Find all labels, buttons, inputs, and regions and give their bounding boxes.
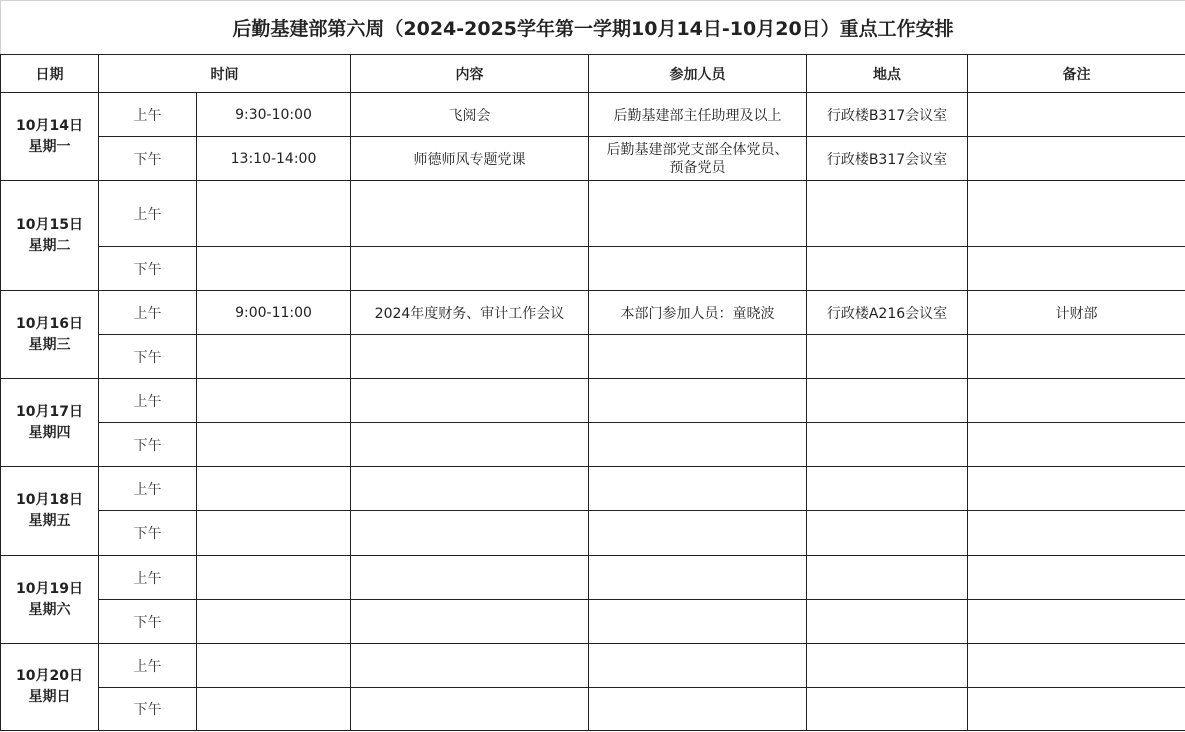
header-location: 地点 [807, 55, 968, 93]
location-cell [807, 379, 968, 423]
participants-line: 预备党员 [669, 159, 726, 176]
notes-cell [968, 556, 1185, 600]
day-date: 10月14日 [16, 117, 83, 134]
participants-line: 后勤基建部党支部全体党员、 [606, 141, 789, 158]
period-pm: 下午 [99, 423, 197, 467]
participants-cell [589, 600, 807, 644]
table-row [1, 137, 1185, 181]
time-cell: 9:30-10:00 [197, 93, 351, 137]
time-cell [197, 556, 351, 600]
period-am: 上午 [99, 93, 197, 137]
location-cell: 行政楼B317会议室 [807, 137, 968, 181]
location-cell [807, 600, 968, 644]
location-cell: 行政楼B317会议室 [807, 93, 968, 137]
time-cell [197, 688, 351, 731]
day-weekday: 星期三 [28, 336, 71, 353]
day-weekday: 星期五 [28, 513, 71, 529]
header-date: 日期 [1, 55, 99, 93]
notes-cell [968, 467, 1185, 511]
time-cell [197, 644, 351, 688]
time-cell [197, 467, 351, 511]
location-cell [807, 247, 968, 291]
day-date: 10月15日 [16, 216, 83, 233]
participants-cell [589, 511, 807, 556]
location-cell [807, 688, 968, 731]
time-cell [197, 379, 351, 423]
location-cell [807, 467, 968, 511]
day-cell [1, 556, 99, 644]
day-weekday: 星期二 [28, 237, 71, 254]
notes-cell [968, 93, 1185, 137]
period-pm: 下午 [99, 137, 197, 181]
time-cell [197, 181, 351, 247]
participants-cell [589, 247, 807, 291]
page-title: 后勤基建部第六周（2024-2025学年第一学期10月14日-10月20日）重点工作安排 [1, 1, 1185, 55]
notes-cell [968, 335, 1185, 379]
location-cell: 行政楼A216会议室 [807, 291, 968, 335]
notes-cell: 计财部 [968, 291, 1185, 335]
notes-cell [968, 688, 1185, 731]
time-cell: 9:00-11:00 [197, 291, 351, 335]
participants-cell [589, 688, 807, 731]
participants-cell [589, 379, 807, 423]
participants-cell [589, 467, 807, 511]
location-cell [807, 335, 968, 379]
content-cell [351, 247, 589, 291]
table-row [1, 247, 1185, 291]
day-date: 10月18日 [16, 492, 83, 508]
notes-cell [968, 379, 1185, 423]
day-cell [1, 467, 99, 556]
content-cell: 2024年度财务、审计工作会议 [351, 291, 589, 335]
table-row [1, 556, 1185, 600]
time-cell [197, 423, 351, 467]
table-row [1, 181, 1185, 247]
location-cell [807, 556, 968, 600]
notes-cell [968, 600, 1185, 644]
header-row [1, 55, 1185, 93]
participants-cell [589, 137, 807, 181]
table-row [1, 644, 1185, 688]
period-pm: 下午 [99, 247, 197, 291]
location-cell [807, 423, 968, 467]
table-row [1, 467, 1185, 511]
time-cell [197, 511, 351, 556]
table-row [1, 335, 1185, 379]
content-cell [351, 335, 589, 379]
period-pm: 下午 [99, 511, 197, 556]
content-cell [351, 511, 589, 556]
period-am: 上午 [99, 556, 197, 600]
table-row [1, 600, 1185, 644]
day-cell [1, 291, 99, 379]
participants-cell: 本部门参加人员：童晓波 [589, 291, 807, 335]
location-cell [807, 644, 968, 688]
day-weekday: 星期四 [28, 424, 71, 441]
content-cell [351, 181, 589, 247]
notes-cell [968, 247, 1185, 291]
period-pm: 下午 [99, 688, 197, 731]
time-cell [197, 247, 351, 291]
location-cell [807, 181, 968, 247]
day-date: 10月20日 [16, 668, 83, 684]
participants-cell: 后勤基建部主任助理及以上 [589, 93, 807, 137]
content-cell [351, 467, 589, 511]
day-date: 10月19日 [16, 580, 83, 597]
table-row [1, 379, 1185, 423]
period-pm: 下午 [99, 600, 197, 644]
day-weekday: 星期六 [28, 601, 71, 618]
day-date: 10月17日 [16, 403, 83, 420]
content-cell: 飞阅会 [351, 93, 589, 137]
day-weekday: 星期一 [28, 138, 71, 155]
period-am: 上午 [99, 181, 197, 247]
day-weekday: 星期日 [28, 689, 71, 705]
period-am: 上午 [99, 379, 197, 423]
content-cell [351, 644, 589, 688]
participants-cell [589, 644, 807, 688]
notes-cell [968, 181, 1185, 247]
notes-cell [968, 511, 1185, 556]
participants-cell [589, 335, 807, 379]
header-content: 内容 [351, 55, 589, 93]
table-row [1, 93, 1185, 137]
day-date: 10月16日 [16, 315, 83, 332]
notes-cell [968, 137, 1185, 181]
time-cell [197, 335, 351, 379]
day-cell [1, 379, 99, 467]
header-notes: 备注 [968, 55, 1185, 93]
header-time: 时间 [99, 55, 351, 93]
time-cell [197, 600, 351, 644]
day-cell [1, 181, 99, 291]
notes-cell [968, 644, 1185, 688]
period-am: 上午 [99, 467, 197, 511]
content-cell: 师德师风专题党课 [351, 137, 589, 181]
time-cell: 13:10-14:00 [197, 137, 351, 181]
period-am: 上午 [99, 644, 197, 688]
header-participants: 参加人员 [589, 55, 807, 93]
participants-cell [589, 556, 807, 600]
participants-cell [589, 423, 807, 467]
day-cell [1, 644, 99, 731]
location-cell [807, 511, 968, 556]
period-pm: 下午 [99, 335, 197, 379]
content-cell [351, 379, 589, 423]
content-cell [351, 688, 589, 731]
table-row [1, 688, 1185, 731]
period-am: 上午 [99, 291, 197, 335]
content-cell [351, 600, 589, 644]
content-cell [351, 423, 589, 467]
table-row [1, 423, 1185, 467]
notes-cell [968, 423, 1185, 467]
table-row [1, 511, 1185, 556]
participants-cell [589, 181, 807, 247]
table-row [1, 291, 1185, 335]
day-cell [1, 93, 99, 181]
content-cell [351, 556, 589, 600]
